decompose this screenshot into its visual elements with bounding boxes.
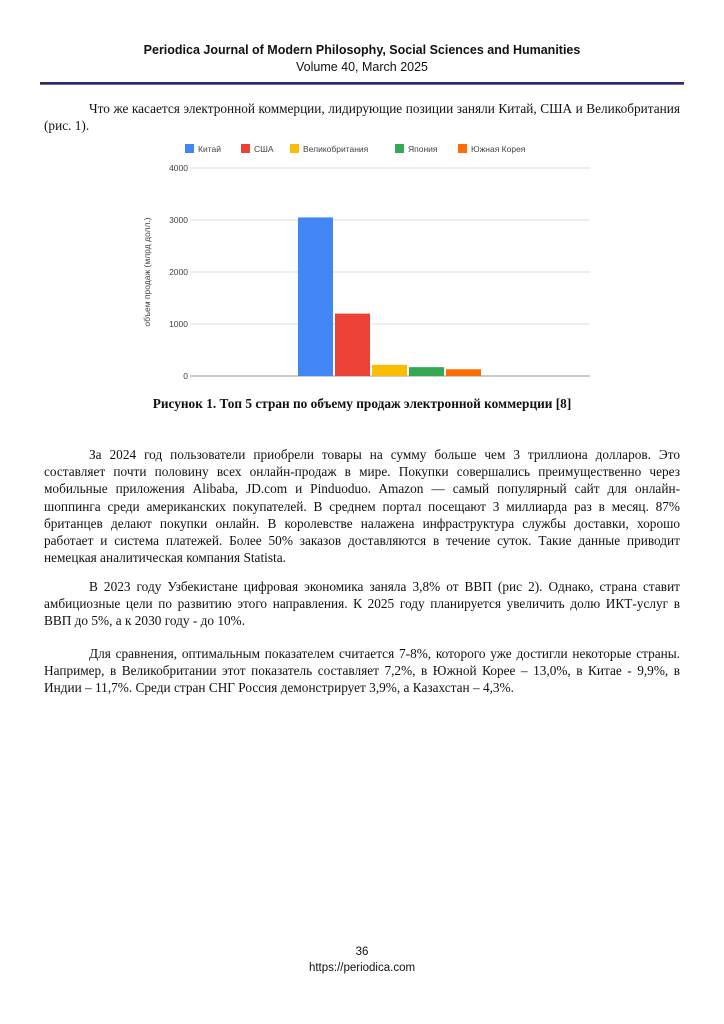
journal-title: Periodica Journal of Modern Philosophy, Social Sciences and Humanities — [143, 43, 581, 57]
legend-swatch-4 — [458, 144, 467, 153]
volume-info: Volume 40, March 2025 — [295, 60, 429, 74]
legend-label-4: Южная Корея — [471, 144, 526, 154]
legend-label-1: США — [254, 144, 274, 154]
chart-svg — [130, 138, 590, 383]
bar-chart — [130, 138, 590, 383]
bar-2 — [372, 365, 407, 376]
footer-url[interactable]: https://periodica.com — [308, 962, 416, 974]
legend-swatch-1 — [241, 144, 250, 153]
body-paragraph-3: Для сравнения, оптимальным показателем считается 7-8%, которого уже достигли некоторые страны. Например, в Великобритании этот показатель составляет 7,2%, в Южной Корее – 13,0%, в Китае - 9,9%, в Индии – 11,7%. Среди стран СНГ Россия демонстрирует 3,9%, а Казахстан – 4,3%. — [44, 646, 680, 696]
page-footer — [0, 944, 724, 976]
y-tick-label-3: 3000 — [169, 215, 188, 225]
body-paragraph-1: За 2024 год пользователи приобрели товары на сумму больше чем 3 триллиона долларов. Это составляет почти половину всех онлайн-продаж в мире. Покупки совершались преимущественно через мобильные приложения Alibaba, JD.com и Pinduoduo. Amazon — самый популярный сайт для онлайн-шоппинга среди американских покупателей. В среднем портал посещают 3 миллиарда раз в месяц. 87% британцев делают покупки онлайн. В королевстве налажена инфраструктура службы доставки, хорошо работает и система платежей. Более 50% заказов доставляются в течение суток. Такие данные приводит немецкая аналитическая компания Statista. — [44, 447, 680, 566]
y-tick-label-0: 0 — [183, 371, 188, 381]
y-tick-label-4: 4000 — [169, 163, 188, 173]
y-tick-label-1: 1000 — [169, 319, 188, 329]
intro-paragraph: Что же касается электронной коммерции, лидирующие позиции заняли Китай, США и Великобритания (рис. 1). — [44, 101, 680, 134]
legend-label-3: Япония — [408, 144, 438, 154]
bar-3 — [409, 367, 444, 376]
legend-swatch-0 — [185, 144, 194, 153]
bar-4 — [446, 369, 481, 376]
page-number: 36 — [355, 946, 369, 958]
y-tick-label-2: 2000 — [169, 267, 188, 277]
header-divider — [40, 82, 684, 85]
legend-label-2: Великобритания — [303, 144, 369, 154]
bar-0 — [298, 217, 333, 376]
page-header — [0, 42, 724, 76]
bar-1 — [335, 314, 370, 376]
y-axis-label: объем продаж (млрд долл.) — [142, 217, 152, 327]
figure-caption: Рисунок 1. Топ 5 стран по объему продаж электронной коммерции [8] — [152, 396, 572, 411]
legend-label-0: Китай — [198, 144, 221, 154]
body-paragraph-2: В 2023 году Узбекистане цифровая экономика заняла 3,8% от ВВП (рис 2). Однако, страна ставит амбициозные цели по развитию этого направления. К 2025 году планируется увеличить долю ИКТ-услуг в ВВП до 5%, а к 2030 году - до 10%. — [44, 579, 680, 629]
legend-swatch-3 — [395, 144, 404, 153]
legend-swatch-2 — [290, 144, 299, 153]
